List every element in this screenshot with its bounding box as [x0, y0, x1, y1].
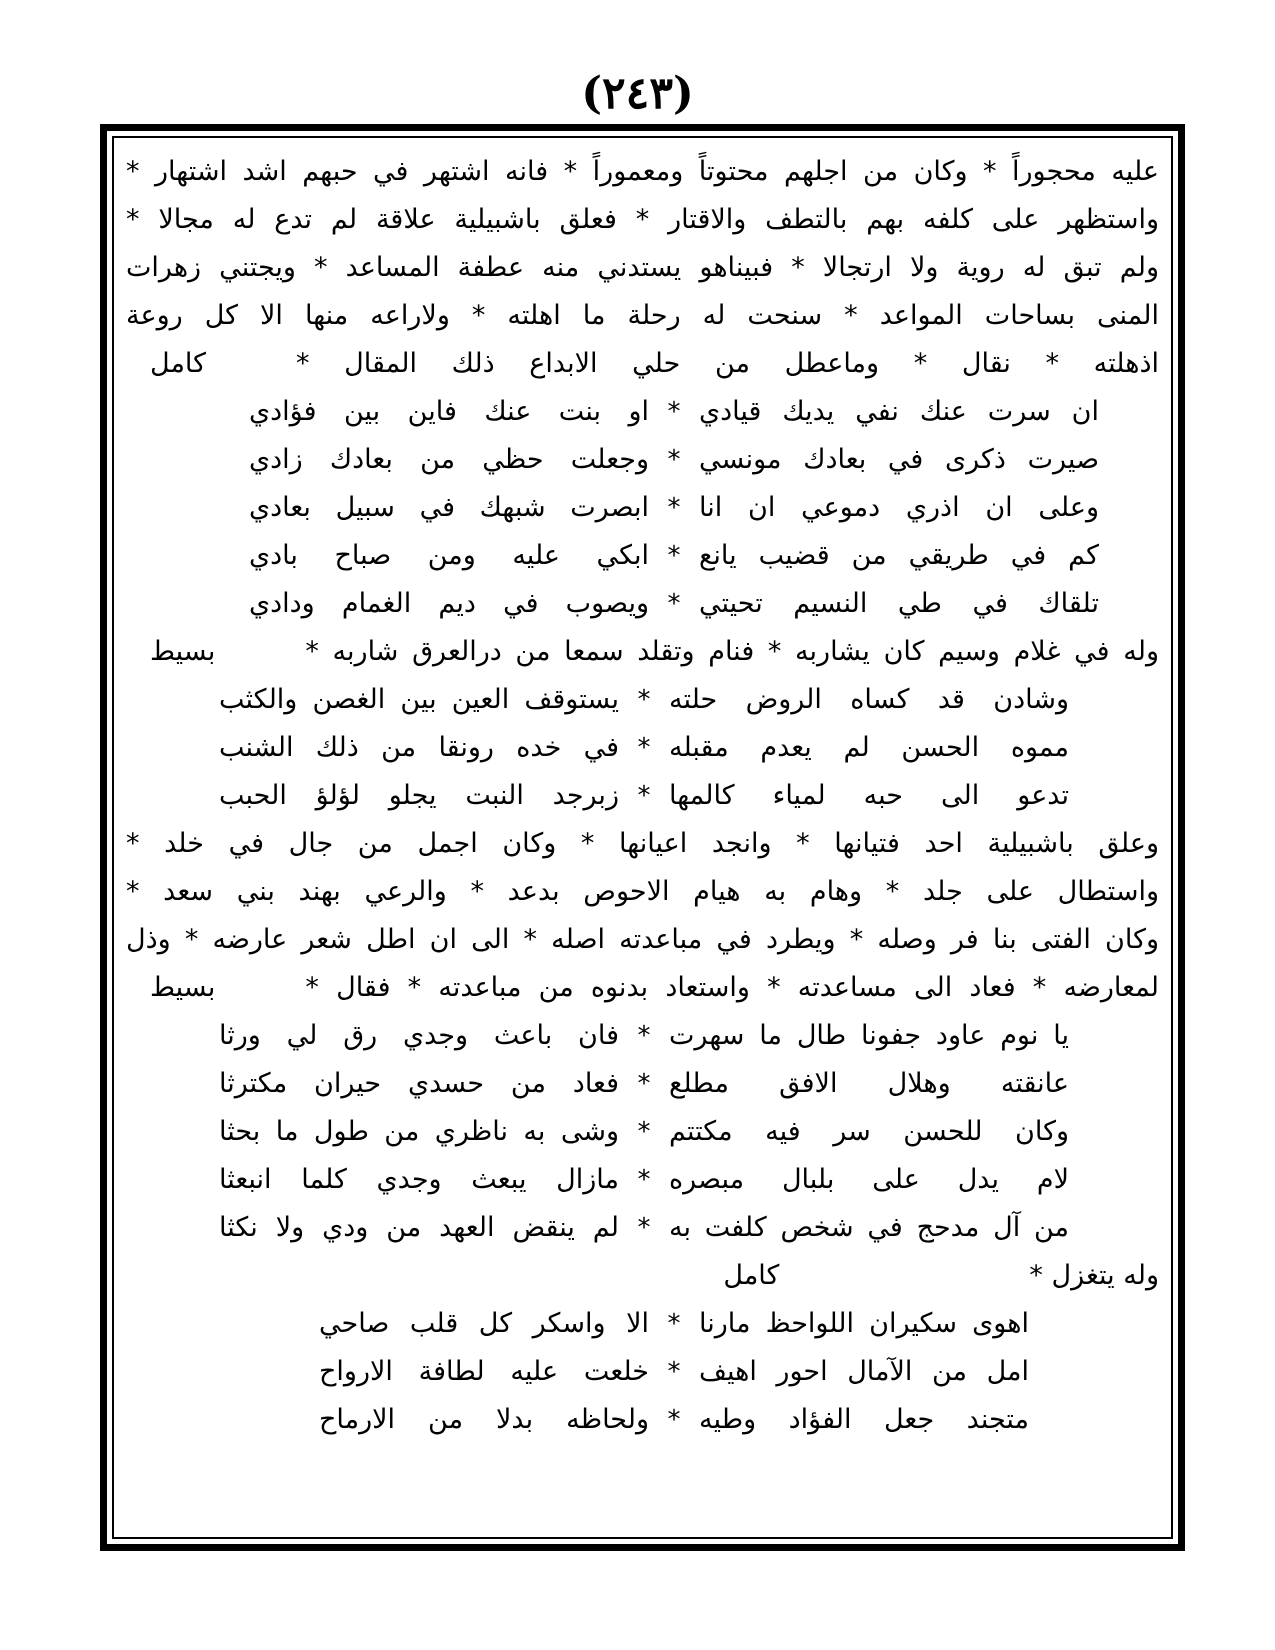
- verse-first-hemistich: يا نوم عاود جفونا طال ما سهرت: [669, 1020, 1069, 1051]
- verse-line: [120, 532, 1165, 580]
- verse-line: [120, 1348, 1165, 1396]
- verse-second-hemistich: فعاد من حسدي حيران مكترثا: [219, 1068, 619, 1099]
- verse-first-hemistich: من آل مدحج في شخص كلفت به: [669, 1212, 1069, 1243]
- verse-second-hemistich: فان باعث وجدي رق لي ورثا: [219, 1020, 619, 1051]
- prose-text: وله في غلام وسيم كان يشاربه * فنام وتقلد سمعا من درالعرق شاربه *: [305, 636, 1159, 667]
- verse-separator: *: [637, 1069, 651, 1099]
- verse-second-hemistich: وجعلت حظي من بعادك زادي: [249, 444, 649, 475]
- verse-line: [120, 388, 1165, 436]
- verse-second-hemistich: في خده رونقا من ذلك الشنب: [219, 732, 619, 763]
- prose-line-with-meter: [120, 628, 1165, 676]
- verse-line: [120, 1108, 1165, 1156]
- verse-line: [120, 1300, 1165, 1348]
- verse-first-hemistich: تدعو الى حبه لمياء كالمها: [669, 780, 1069, 811]
- verse-line: [120, 772, 1165, 820]
- verse-separator: *: [637, 1117, 651, 1147]
- verse-second-hemistich: ويصوب في ديم الغمام ودادي: [249, 588, 649, 619]
- prose-line-with-meter: [120, 340, 1165, 388]
- verse-line: [120, 1156, 1165, 1204]
- verse-separator: *: [667, 1309, 681, 1339]
- verse-second-hemistich: وشى به ناظري من طول ما بحثا: [219, 1116, 619, 1147]
- meter-label: كامل: [723, 1260, 780, 1291]
- verse-second-hemistich: لم ينقض العهد من ودي ولا نكثا: [219, 1212, 619, 1243]
- verse-second-hemistich: الا واسكر كل قلب صاحي: [319, 1308, 649, 1339]
- prose-text: لمعارضه * فعاد الى مساعدته * واستعاد بدنوه من مباعدته * فقال *: [305, 972, 1159, 1003]
- verse-separator: *: [667, 493, 681, 523]
- prose-line-with-meter: [120, 1252, 1165, 1300]
- verse-separator: *: [637, 1021, 651, 1051]
- prose-line-with-meter: [120, 964, 1165, 1012]
- meter-label: بسيط: [150, 636, 216, 667]
- verse-first-hemistich: ان سرت عنك نفي يديك قيادي: [699, 396, 1099, 427]
- verse-first-hemistich: اهوى سكيران اللواحظ مارنا: [699, 1308, 1029, 1339]
- verse-second-hemistich: زبرجد النبت يجلو لؤلؤ الحبب: [219, 780, 619, 811]
- verse-first-hemistich: عانقته وهلال الافق مطلع: [669, 1068, 1069, 1099]
- verse-separator: *: [667, 1357, 681, 1387]
- verse-first-hemistich: مموه الحسن لم يعدم مقبله: [669, 732, 1069, 763]
- prose-text: اذهلته * نقال * وماعطل من حلي الابداع ذلك المقال *: [296, 348, 1159, 379]
- verse-separator: *: [667, 589, 681, 619]
- verse-first-hemistich: تلقاك في طي النسيم تحيتي: [699, 588, 1099, 619]
- prose-line: واستطال على جلد * وهام به هيام الاحوص بدعد * والرعي بهند بني سعد *: [126, 876, 1159, 907]
- verse-line: [120, 1396, 1165, 1444]
- verse-separator: *: [667, 445, 681, 475]
- page-number: (٢٤٣): [581, 68, 694, 119]
- verse-separator: *: [637, 733, 651, 763]
- verse-line: [120, 484, 1165, 532]
- verse-line: [120, 1204, 1165, 1252]
- prose-text: وله يتغزل *: [1029, 1260, 1159, 1291]
- text-block: [120, 148, 1165, 1444]
- verse-line: [120, 724, 1165, 772]
- verse-separator: *: [667, 397, 681, 427]
- verse-first-hemistich: متجند جعل الفؤاد وطيه: [699, 1404, 1029, 1435]
- verse-second-hemistich: ابصرت شبهك في سبيل بعادي: [249, 492, 649, 523]
- meter-label: بسيط: [150, 972, 216, 1003]
- verse-first-hemistich: كم في طريقي من قضيب يانع: [699, 540, 1099, 571]
- verse-second-hemistich: مازال يبعث وجدي كلما انبعثا: [219, 1164, 619, 1195]
- prose-line: وكان الفتى بنا فر وصله * ويطرد في مباعدته اصله * الى ان اطل شعر عارضه * وذل: [126, 924, 1159, 955]
- verse-separator: *: [667, 541, 681, 571]
- verse-line: [120, 436, 1165, 484]
- prose-line: واستظهر على كلفه بهم بالتطف والاقتار * فعلق باشبيلية علاقة لم تدع له مجالا *: [126, 204, 1159, 235]
- verse-first-hemistich: وكان للحسن سر فيه مكتتم: [669, 1116, 1069, 1147]
- prose-line: ولم تبق له روية ولا ارتجالا * فبيناهو يستدني منه عطفة المساعد * ويجتني زهرات: [126, 252, 1159, 283]
- verse-second-hemistich: ابكي عليه ومن صباح بادي: [249, 540, 649, 571]
- verse-separator: *: [637, 685, 651, 715]
- verse-second-hemistich: يستوقف العين بين الغصن والكثب: [219, 684, 619, 715]
- prose-line: المنى بساحات المواعد * سنحت له رحلة ما اهلته * ولاراعه منها الا كل روعة: [126, 300, 1159, 331]
- verse-separator: *: [637, 1213, 651, 1243]
- prose-line: وعلق باشبيلية احد فتيانها * وانجد اعيانها * وكان اجمل من جال في خلد *: [126, 828, 1159, 859]
- verse-separator: *: [667, 1405, 681, 1435]
- meter-label: كامل: [150, 348, 206, 379]
- verse-first-hemistich: لام يدل على بلبال مبصره: [669, 1164, 1069, 1195]
- verse-first-hemistich: امل من الآمال احور اهيف: [699, 1356, 1029, 1387]
- prose-line: عليه محجوراً * وكان من اجلهم محتوتاً ومعموراً * فانه اشتهر في حبهم اشد اشتهار *: [126, 156, 1159, 187]
- verse-second-hemistich: خلعت عليه لطافة الارواح: [319, 1356, 649, 1387]
- verse-second-hemistich: ولحاظه بدلا من الارماح: [319, 1404, 649, 1435]
- verse-first-hemistich: وعلى ان اذري دموعي ان انا: [699, 492, 1099, 523]
- verse-separator: *: [637, 1165, 651, 1195]
- verse-line: [120, 1012, 1165, 1060]
- verse-separator: *: [637, 781, 651, 811]
- verse-first-hemistich: صيرت ذكرى في بعادك مونسي: [699, 444, 1099, 475]
- verse-first-hemistich: وشادن قد كساه الروض حلته: [669, 684, 1069, 715]
- verse-second-hemistich: او بنت عنك فاين بين فؤادي: [249, 396, 649, 427]
- verse-line: [120, 580, 1165, 628]
- verse-line: [120, 676, 1165, 724]
- verse-line: [120, 1060, 1165, 1108]
